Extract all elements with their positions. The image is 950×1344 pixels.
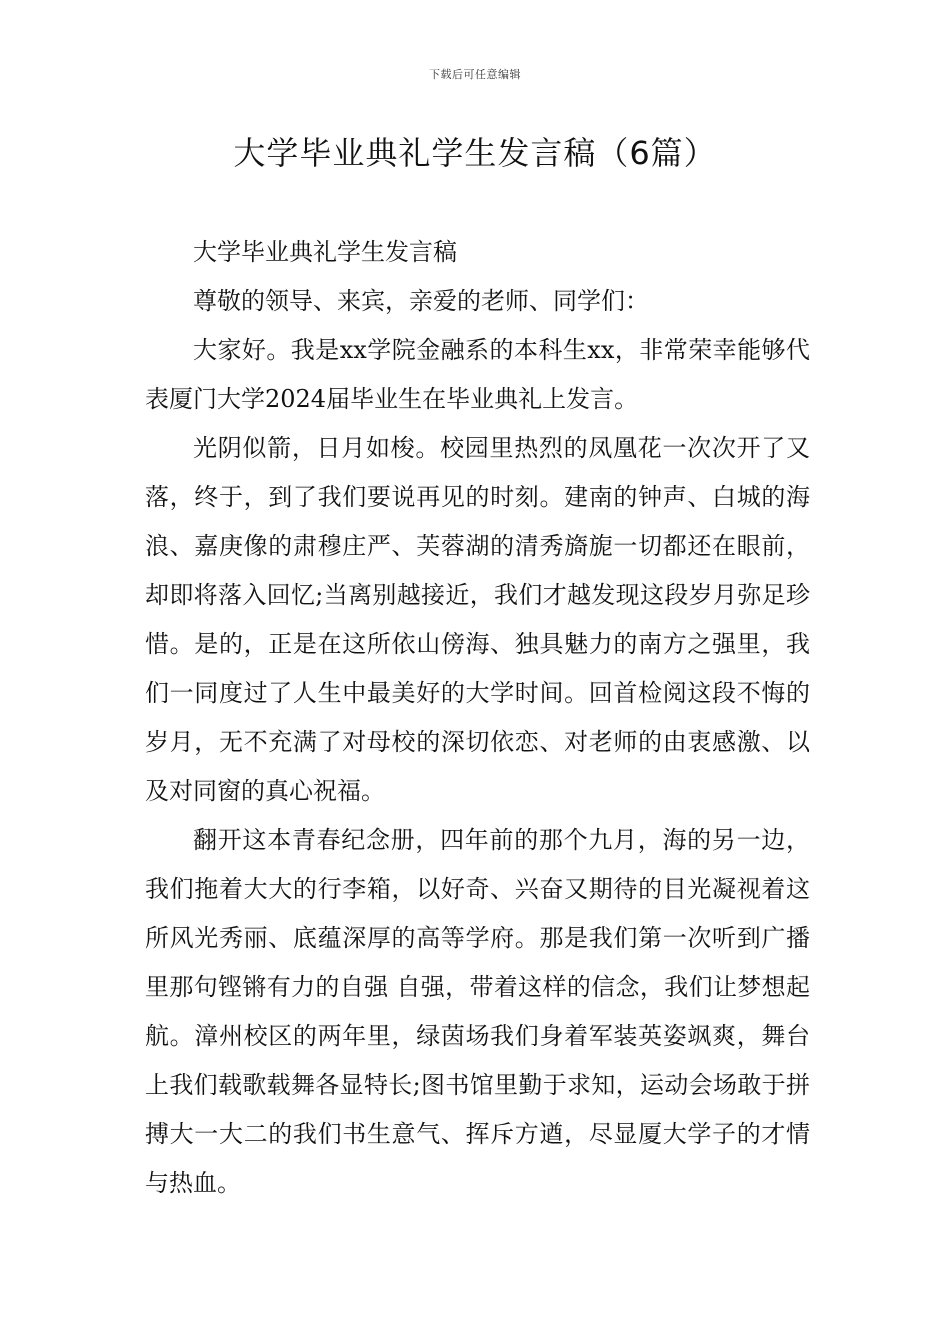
paragraph-greeting: 大家好。我是xx学院金融系的本科生xx，非常荣幸能够代表厦门大学2024届毕业生在毕业典礼上发言。 [145,336,810,413]
header-note: 下载后可任意编辑 [429,68,521,81]
document-body [145,228,810,1208]
paragraph-salutation: 尊敬的领导、来宾，亲爱的老师、同学们： [193,287,649,315]
paragraph-subtitle: 大学毕业典礼学生发言稿 [193,238,457,266]
paragraph-memories: 翻开这本青春纪念册，四年前的那个九月，海的另一边，我们拖着大大的行李箱，以好奇、兴奋又期待的目光凝视着这所风光秀丽、底蕴深厚的高等学府。那是我们第一次听到广播里那句铿锵有力的自强 自强，带着这样的信念，我们让梦想起航。漳州校区的两年里，绿茵场我们身着军装英姿飒爽，舞台上我们载歌载舞各显特长;图书馆里勤于求知，运动会场敢于拼搏大一大二的我们书生意气、挥斥方遒，尽显厦大学子的才情与热血。 [145,826,810,1197]
paragraph-time-passes: 光阴似箭，日月如梭。校园里热烈的凤凰花一次次开了又落，终于，到了我们要说再见的时刻。建南的钟声、白城的海浪、嘉庚像的肃穆庄严、芙蓉湖的清秀旖旎一切都还在眼前，却即将落入回忆;当离别越接近，我们才越发现这段岁月弥足珍惜。是的，正是在这所依山傍海、独具魅力的南方之强里，我们一同度过了人生中最美好的大学时间。回首检阅这段不悔的岁月，无不充满了对母校的深切依恋、对老师的由衷感激、以及对同窗的真心祝福。 [145,434,810,805]
document-title: 大学毕业典礼学生发言稿（6篇） [233,134,717,172]
